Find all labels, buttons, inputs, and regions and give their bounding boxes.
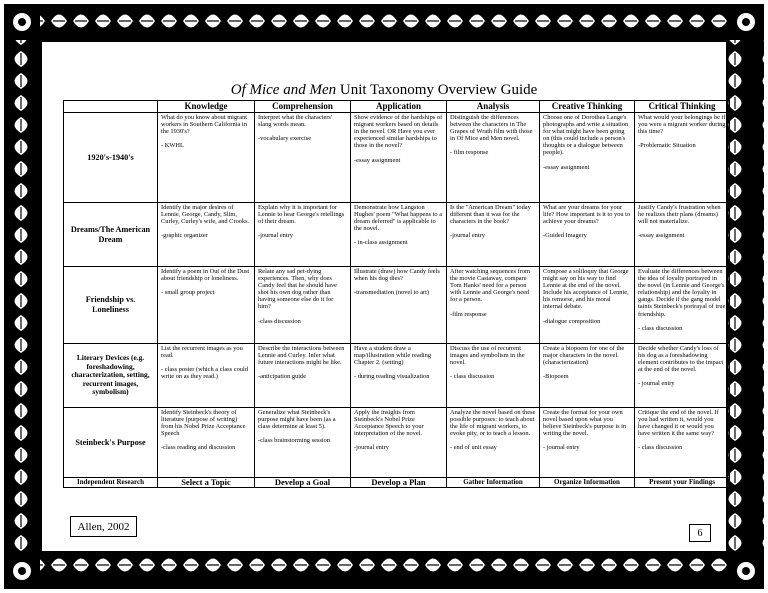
header-application: Application xyxy=(351,101,447,113)
table-row xyxy=(64,344,730,408)
table-cell: Demonstrate how Langston Hughes' poem "What happens to a dream deferred" is applicable to the novel. - in-class assignment xyxy=(351,203,447,267)
footer-organize-information: Organize Information xyxy=(540,478,635,488)
row-label: Friendship vs. Loneliness xyxy=(64,267,158,344)
table-cell: Distinguish the differences between the characters in The Grapes of Wrath film with those in Of Mice and Men novel. - film response xyxy=(447,113,540,203)
row-label: Dreams/The American Dream xyxy=(64,203,158,267)
page-number: 6 xyxy=(689,524,711,542)
table-cell: Create a biopoem for one of the major characters in the novel. (characterization) -Biopoem xyxy=(540,344,635,408)
table-cell: Illustrate (draw) how Candy feels when his dog dies? -transmediation (novel to art) xyxy=(351,267,447,344)
table-cell: Justify Candy's frustration when he realizes their plans (dreams) will not materialize. -essay assignment xyxy=(635,203,730,267)
header-comprehension: Comprehension xyxy=(255,101,351,113)
taxonomy-table xyxy=(63,100,730,488)
table-cell: Create the format for your own novel based upon what you believe Steinbeck's purpose is in writing the novel. - journal entry xyxy=(540,408,635,478)
table-cell: Identify the major desires of Lennie, George, Candy, Slim, Curley, Curley's wife, and Crooks. -graphic organizer xyxy=(158,203,255,267)
footer-develop-plan: Develop a Plan xyxy=(351,478,447,488)
author-box: Allen, 2002 xyxy=(70,516,137,537)
row-label: Steinbeck's Purpose xyxy=(64,408,158,478)
table-cell: Analyze the novel based on these possible purposes: to teach about the life of migrant workers, to evoke pity, or to teach a lesson. - end of unit essay xyxy=(447,408,540,478)
table-cell: Choose one of Dorothea Lange's photographs and write a situation for what might have been going on (this could include a person's thoughts or a dialogue between people). -essay assignment xyxy=(540,113,635,203)
page-title xyxy=(0,82,768,99)
header-critical-thinking: Critical Thinking xyxy=(635,101,730,113)
title-suffix: Unit Taxonomy Overview Guide xyxy=(339,82,538,98)
table-row xyxy=(64,408,730,478)
table-cell: List the recurrent images as you read. - class poster (which a class could write on as they read.) xyxy=(158,344,255,408)
table-cell: What are your dreams for your life? How important is it to you to achieve your dreams? -Guided Imagery xyxy=(540,203,635,267)
table-cell: Generalize what Steinbeck's purpose might have been (as a class determine at least 5). -class brainstorming session xyxy=(255,408,351,478)
table-cell: Show evidence of the hardships of migrant workers based on details in the novel. OR Have you ever experienced similar hardships to those in the novel? -essay assignment xyxy=(351,113,447,203)
header-row xyxy=(64,101,730,113)
table-cell: Interpret what the characters' slang words mean. -vocabulary exercise xyxy=(255,113,351,203)
row-label: Literary Devices (e.g. foreshadowing, characterization, setting, recurrent images, symbolism) xyxy=(64,344,158,408)
table-cell: Identify a poem in Out of the Dust about friendship or loneliness. - small group project xyxy=(158,267,255,344)
table-cell: What do you know about migrant workers in Southern California in the 1930's? - KWHL xyxy=(158,113,255,203)
table-cell: Is the "American Dream" today different than it was for the characters in the book? -journal entry xyxy=(447,203,540,267)
table-row xyxy=(64,267,730,344)
table-cell: Discuss the use of recurrent images and symbolism in the novel. - class discussion xyxy=(447,344,540,408)
table-cell: Relate any sad pet-dying experiences. Then, why does Candy feel that he should have shot his own dog rather than having someone else do it for him? -class discussion xyxy=(255,267,351,344)
table-row xyxy=(64,113,730,203)
footer-select-topic: Select a Topic xyxy=(158,478,255,488)
table-cell: Evaluate the differences between the idea of loyalty portrayed in the novel (in Lennie and George's relationship) and the loyalty in gangs. Decide if the gang model taints Steinbeck's portrayal of true friendship. - class discussion xyxy=(635,267,730,344)
table-row xyxy=(64,203,730,267)
table-cell: After watching sequences from the movie Castaway, compare Tom Hanks' need for a person with Lennie and George's need for a person. -film response xyxy=(447,267,540,344)
table-cell: Decide whether Candy's loss of his dog as a foreshadowing element contributes to the impact at the end of the novel. - journal entry xyxy=(635,344,730,408)
footer-present-findings: Present your Findings xyxy=(635,478,730,488)
footer-develop-goal: Develop a Goal xyxy=(255,478,351,488)
table-cell: Critique the end of the novel. If you had written it, would you have changed it or would you have written it the same way? - class discussion xyxy=(635,408,730,478)
research-steps-row xyxy=(64,478,730,488)
table-cell: Identify Steinbeck's theory of literature (purpose of writing) from his Nobel Prize Acceptance Speech -class reading and discussion xyxy=(158,408,255,478)
table-cell: Explain why it is important for Lennie to hear George's retellings of their dream. -journal entry xyxy=(255,203,351,267)
table-cell: Describe the interactions between Lennie and Curley. Infer what future interactions might be like. -anticipation guide xyxy=(255,344,351,408)
header-analysis: Analysis xyxy=(447,101,540,113)
book-title: Of Mice and Men xyxy=(230,82,337,98)
footer-independent-research: Independent Research xyxy=(64,478,158,488)
header-corner xyxy=(64,101,158,113)
footer-gather-information: Gather Information xyxy=(447,478,540,488)
table-cell: Apply the insights from Steinbeck's Nobel Prize Acceptance Speech to your interpretation of the novel. -journal entry xyxy=(351,408,447,478)
header-knowledge: Knowledge xyxy=(158,101,255,113)
table-cell: What would your belongings be if you were a migrant worker during this time? -Problematic Situation xyxy=(635,113,730,203)
table-cell: Have a student draw a map/illustration while reading Chapter 2. (setting) - during reading visualization xyxy=(351,344,447,408)
table-cell: Compose a soliloquy that George might say on his way to find Lennie at the end of the novel. Include his acceptance of Lennie, his remorse, and his moral internal debate. -dialogue composition xyxy=(540,267,635,344)
header-creative-thinking: Creative Thinking xyxy=(540,101,635,113)
row-label: 1920's-1940's xyxy=(64,113,158,203)
